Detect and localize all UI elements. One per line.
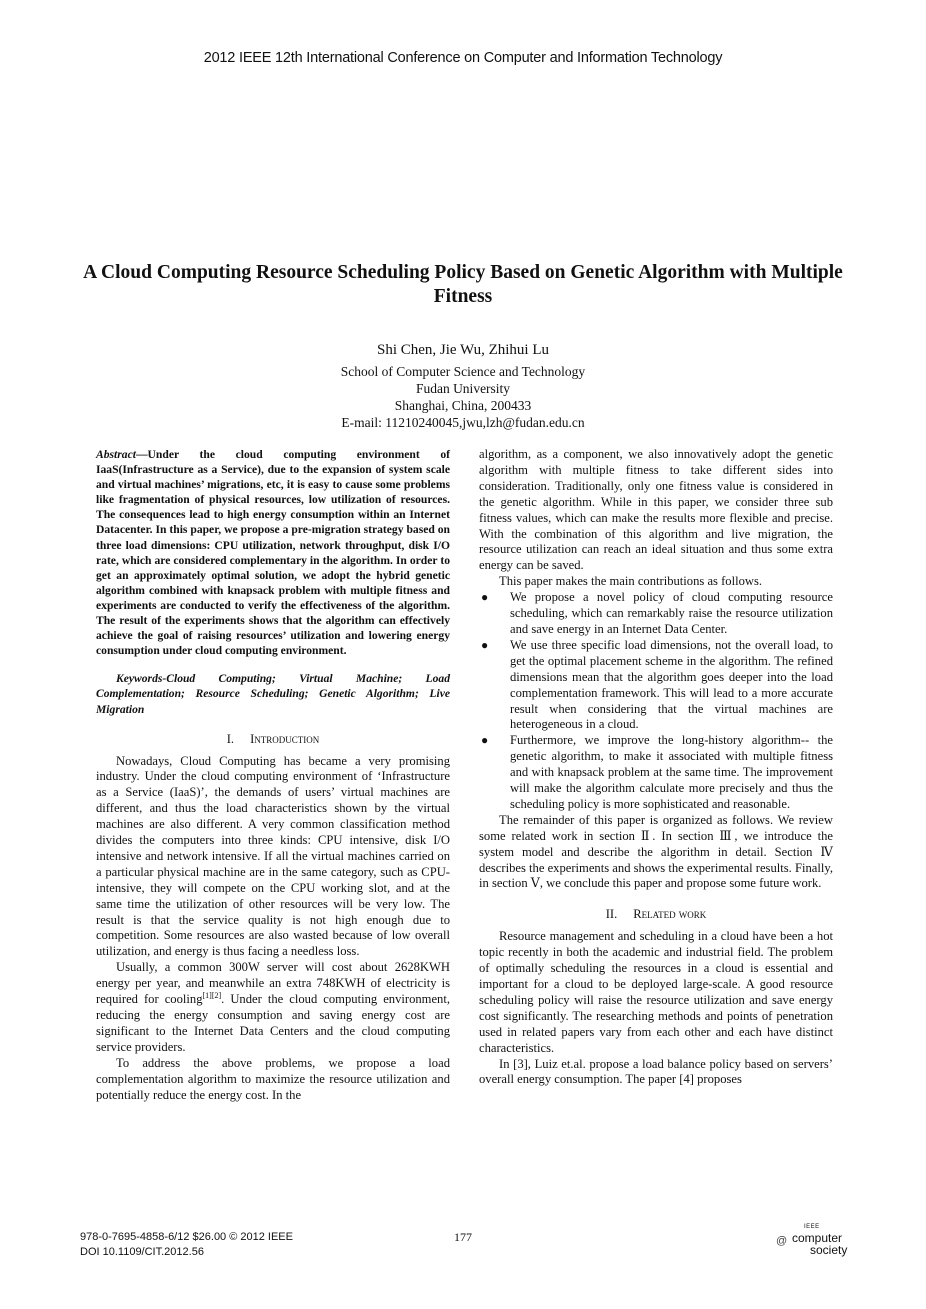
logo-ieee-text: IEEE (804, 1224, 820, 1230)
list-item-text: We use three specific load dimensions, not the overall load, to get the optimal placement scheme in the algorithm. The refined dimensions mean that the algorithm goes deeper into the load complementation framework. This will lead to a more accurate result when considering that the virtual machines are heterogeneous in a cloud. (510, 637, 833, 732)
paper-title: A Cloud Computing Resource Scheduling Policy Based on Genetic Algorithm with Multiple Fitness (83, 262, 843, 307)
logo-line-2: society (810, 1243, 848, 1257)
related-paragraph-2: In [3], Luiz et.al. propose a load balance policy based on servers’ overall energy consumption. The paper [4] proposes (479, 1056, 833, 1087)
list-item-text: Furthermore, we improve the long-history algorithm-- the genetic algorithm, to make it associated with multiple fitness and with knapsack problem at the same time. The improvement will make the algorithm calculate more precisely and thus the scheduling policy is more sophisticated and reasonable. (510, 733, 833, 811)
right-column (479, 447, 833, 1088)
intro-p2-text: Usually, a common 300W server will cost about 2628KWH energy per year, and meanwhile an extra 748KWH of electricity is required for cooling (96, 960, 450, 1007)
footer-doi: DOI 10.1109/CIT.2012.56 (80, 1246, 204, 1258)
footer-isbn: 978-0-7695-4858-6/12 $26.00 © 2012 IEEE (80, 1231, 293, 1243)
intro-paragraph-2 (96, 960, 450, 1055)
section-heading-introduction (96, 732, 450, 748)
affiliation-email: E-mail: 11210240045,jwu,lzh@fudan.edu.cn (341, 415, 585, 430)
intro-paragraph-3: To address the above problems, we propose a load complementation algorithm to maximize the resource utilization and potentially reduce the energy cost. In the (96, 1055, 450, 1102)
section-heading-related-work (479, 907, 833, 923)
contributions-intro: This paper makes the main contributions as follows. (499, 574, 763, 589)
bullet-icon: ● (481, 590, 489, 605)
conference-header: 2012 IEEE 12th International Conference on Computer and Information Technology (203, 50, 723, 66)
section-title: Related work (633, 907, 707, 922)
abstract-text: Under the cloud computing environment of IaaS(Infrastructure as a Service), due to the expansion of system scale and virtual machines’ migrations, etc, it is easy to cause some problems like fragmentation of physical resources, low utilization of resources. The consequences lead to high energy consumption within an Internet Datacenter. In this paper, we propose a pre-migration strategy based on three load dimensions: CPU utilization, network throughput, disk I/O rate, which are considered complementary in the algorithm. In order to get an approximately optimal solution, we adopt the hybrid genetic algorithm combined with knapsack problem with multiple fitness and experiments are conducted to verify the effectiveness of the algorithm. The result of the experiments shows that the algorithm can effectively achieve the goal of raising resources’ utilization and lowering energy consumption under cloud computing environment. (96, 448, 450, 658)
section-title: Introduction (250, 731, 320, 746)
page-number: 177 (454, 1230, 472, 1244)
list-item (479, 590, 833, 638)
affiliation (0, 363, 926, 431)
list-item (479, 638, 833, 733)
logo-mark-icon: @ (776, 1235, 788, 1247)
abstract-dash: — (135, 448, 148, 461)
intro-paragraph-1: Nowadays, Cloud Computing has became a very promising industry. Under the cloud computing environment of ‘Infrastructure as a Service (IaaS)’, the demands of users’ virtual machines are different, and thus the load characteristics shown by the virtual machines are also different. A very common classification method divides the computers into three kinds: CPU intensive, disk I/O intensive and network intensive. If all the virtual machines carried on a particular physical machine are in the same category, such as CPU-intensive, they will compete on the CPU working slot, and at the same time the utilization of other resources will be very low. The result is that the service quality is not high enough due to competition. Some resources are also wasted because of low overall utilization, and energy is thus facing a needless loss. (96, 753, 450, 959)
affiliation-location: Shanghai, China, 200433 (394, 398, 532, 413)
section-number: II. (605, 907, 618, 922)
computer-society-logo (776, 1224, 860, 1257)
bullet-icon: ● (481, 733, 489, 748)
bullet-icon: ● (481, 637, 489, 652)
related-paragraph-1: Resource management and scheduling in a cloud have been a hot topic recently in both the academic and industrial field. The problem of optimally scheduling the resources in a cloud is essential and important for a cloud to be deployed large-scale. A good resource scheduling policy will raise the resource utilization and save energy cost significantly. The researching methods and points of penetration used in related papers vary from each other and each have distinct characteristics. (479, 929, 833, 1055)
list-item-text: We propose a novel policy of cloud computing resource scheduling, which can remarkably raise the resource utilization and save energy in an Internet Data Center. (510, 590, 833, 636)
affiliation-university: Fudan University (415, 381, 511, 396)
logo-line-1: computer (792, 1231, 843, 1245)
affiliation-school: School of Computer Science and Technology (340, 364, 586, 379)
organization-paragraph: The remainder of this paper is organized as follows. We review some related work in section Ⅱ. In section Ⅲ, we introduce the system model and describe the algorithm in detail. Section Ⅳ describes the experiments and shows the experimental results. Finally, in section Ⅴ, we conclude this paper and propose some future work. (479, 812, 833, 891)
citation: [1][2] (202, 990, 222, 1000)
abstract (96, 447, 450, 658)
left-column (96, 447, 450, 1103)
contributions-list (479, 590, 833, 813)
authors: Shi Chen, Jie Wu, Zhihui Lu (376, 342, 550, 358)
keywords: Keywords-Cloud Computing; Virtual Machine; Load Complementation; Resource Scheduling; Genetic Algorithm; Live Migration (96, 672, 450, 716)
intro-p2-text-cont: . Under the cloud computing environment, reducing the energy consumption and saving energy cost are significant to the Internet Data Centers and the cloud computing service providers. (96, 992, 450, 1054)
abstract-label: Abstract (96, 448, 136, 461)
intro-paragraph-3-continued: algorithm, as a component, we also innovatively adopt the genetic algorithm with multiple fitness to take different sides into consideration. Traditionally, only one fitness value is considered in the genetic algorithm. While in this paper, we consider three sub fitness values, which can make the results more flexible and precise. With the combination of this algorithm and live migration, the resource utilization can reach an ideal situation and thus some extra energy can be saved. (479, 447, 833, 573)
list-item (479, 733, 833, 813)
section-number: I. (226, 731, 235, 746)
